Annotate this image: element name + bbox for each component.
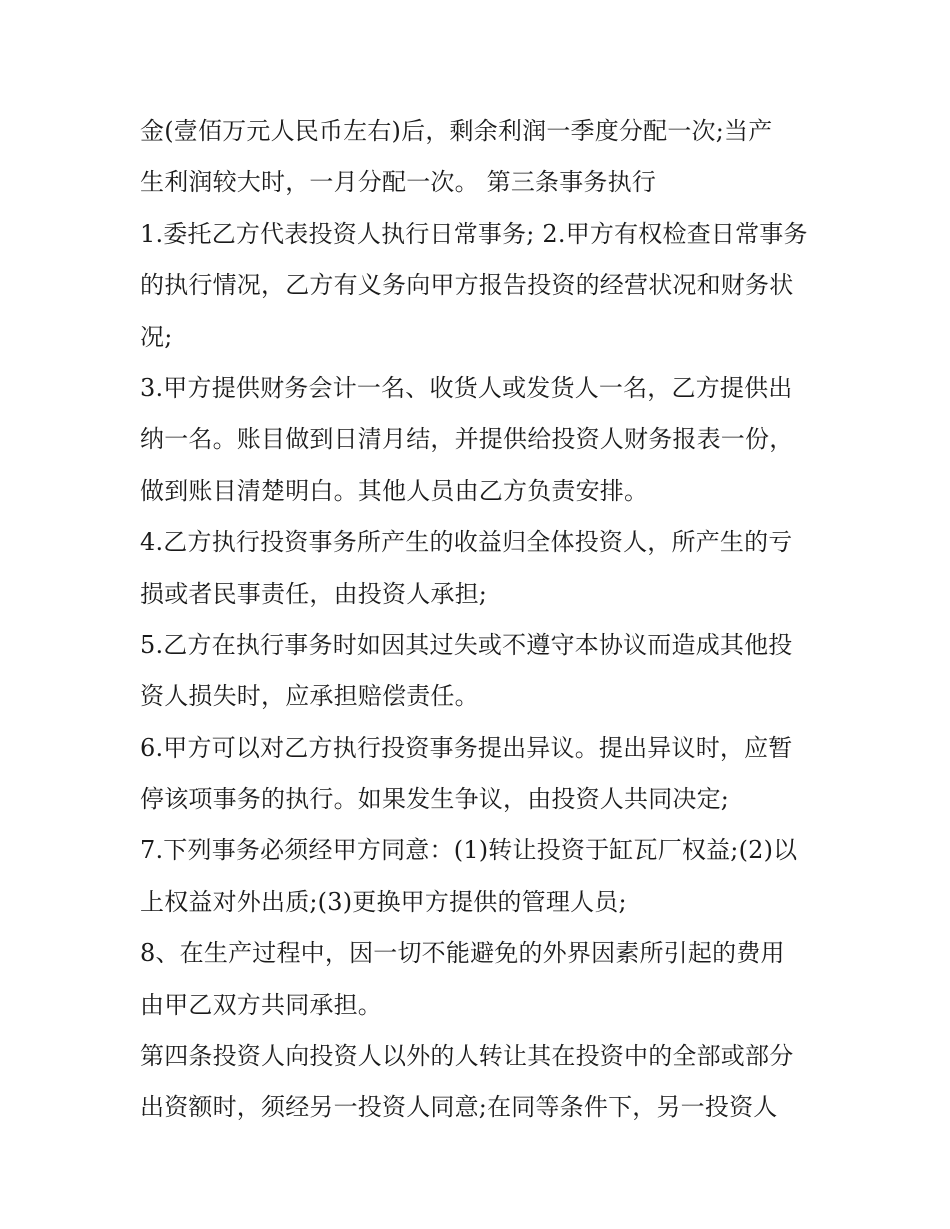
text-line: 资人损失时，应承担赔偿责任。 bbox=[140, 682, 479, 711]
text-line: 1.委托乙方代表投资人执行日常事务; 2.甲方有权检查日常事务 bbox=[140, 219, 808, 248]
document-body bbox=[140, 106, 820, 1134]
text-line: 金(壹佰万元人民币左右)后，剩余利润一季度分配一次;当产 bbox=[140, 117, 773, 145]
text-line: 8、在生产过程中，因一切不能避免的外界因素所引起的费用 bbox=[140, 939, 785, 968]
text-line: 4.乙方执行投资事务所产生的收益归全体投资人，所产生的亏 bbox=[140, 528, 793, 557]
text-line: 做到账目清楚明白。其他人员由乙方负责安排。 bbox=[140, 476, 649, 505]
text-line: 损或者民事责任，由投资人承担; bbox=[140, 579, 488, 608]
text-line: 生利润较大时，一月分配一次。 第三条事务执行 bbox=[140, 168, 657, 197]
text-line: 5.乙方在执行事务时如因其过失或不遵守本协议而造成其他投 bbox=[140, 630, 793, 659]
text-line: 上权益对外出质;(3)更换甲方提供的管理人员; bbox=[140, 887, 627, 916]
text-line: 停该项事务的执行。如果发生争议，由投资人共同决定; bbox=[140, 785, 730, 814]
text-line: 的执行情况，乙方有义务向甲方报告投资的经营状况和财务状 bbox=[140, 271, 794, 300]
text-line: 3.甲方提供财务会计一名、收货人或发货人一名，乙方提供出 bbox=[140, 373, 793, 402]
text-line: 纳一名。账目做到日清月结，并提供给投资人财务报表一份， bbox=[140, 425, 794, 454]
text-line: 7.下列事务必须经甲方同意：(1)转让投资于缸瓦厂权益;(2)以 bbox=[140, 836, 798, 865]
text-line: 出资额时，须经另一投资人同意;在同等条件下，另一投资人 bbox=[140, 1093, 778, 1122]
text-line: 第四条投资人向投资人以外的人转让其在投资中的全部或部分 bbox=[140, 1042, 794, 1071]
text-line: 由甲乙双方共同承担。 bbox=[140, 990, 382, 1019]
text-line: 6.甲方可以对乙方执行投资事务提出异议。提出异议时，应暂 bbox=[140, 733, 793, 762]
text-line: 况; bbox=[140, 322, 173, 351]
